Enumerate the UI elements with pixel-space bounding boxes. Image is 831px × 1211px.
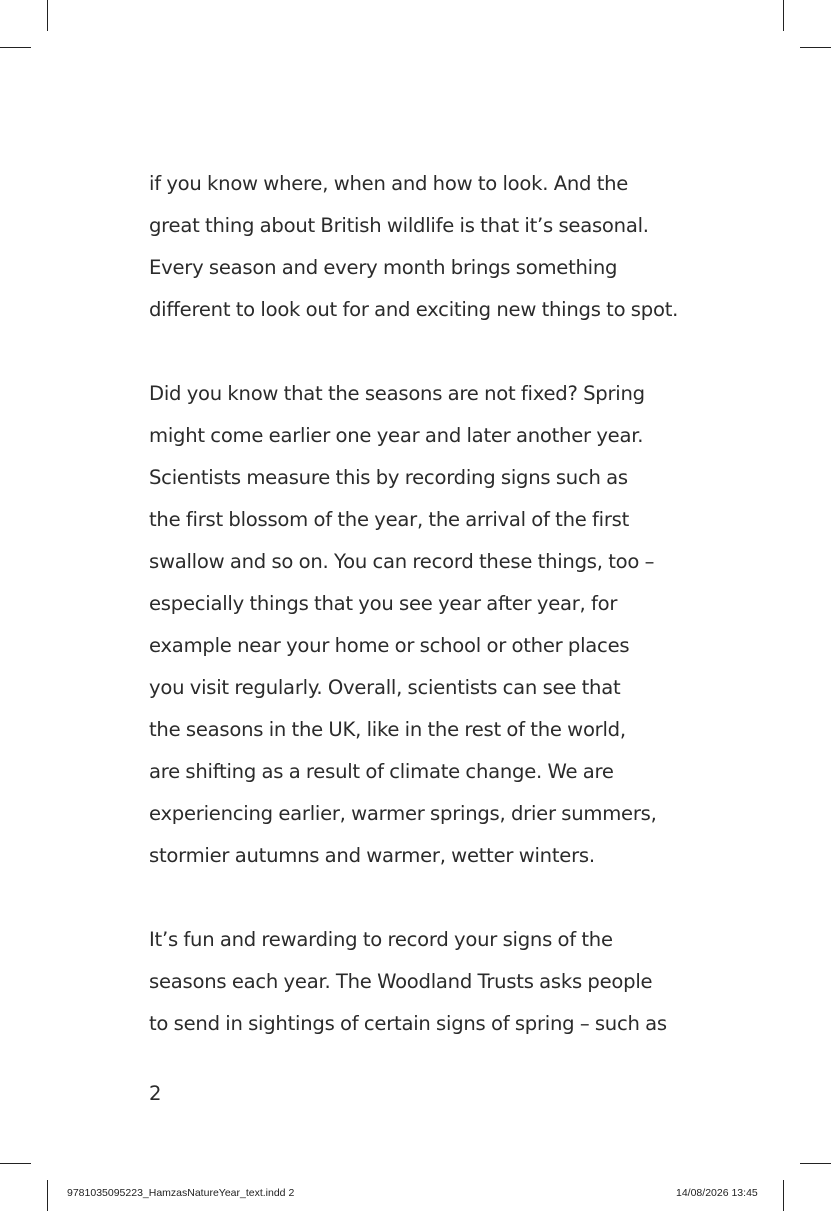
text-line: the seasons in the UK, like in the rest of the world, <box>149 718 626 741</box>
text-line: are shifting as a result of climate change. We are <box>149 760 614 783</box>
text-line: experiencing earlier, warmer springs, drier summers, <box>149 802 657 825</box>
text-line: Every season and every month brings something <box>149 256 618 279</box>
text-line: stormier autumns and warmer, wetter winters. <box>149 844 595 867</box>
text-line: It’s fun and rewarding to record your signs of the <box>149 928 613 951</box>
crop-mark-top-left-vertical <box>47 0 48 31</box>
text-line: example near your home or school or other places <box>149 634 630 657</box>
paragraph-gap <box>149 331 709 373</box>
text-line: Did you know that the seasons are not fixed? Spring <box>149 382 645 405</box>
slug-datetime: 14/08/2026 13:45 <box>676 1187 758 1199</box>
crop-mark-bottom-left-vertical <box>47 1180 48 1211</box>
text-line: to send in sightings of certain signs of spring – such as <box>149 1012 667 1035</box>
paragraph-1 <box>149 163 709 331</box>
text-line: might come earlier one year and later another year. <box>149 424 644 447</box>
crop-mark-top-left-horizontal <box>0 47 31 48</box>
crop-mark-bottom-right-vertical <box>783 1180 784 1211</box>
paragraph-2 <box>149 373 709 877</box>
text-line: seasons each year. The Woodland Trusts asks people <box>149 970 653 993</box>
body-text <box>149 163 709 1045</box>
page-number: 2 <box>149 1082 162 1105</box>
text-line: different to look out for and exciting new things to spot. <box>149 298 679 321</box>
text-line: if you know where, when and how to look. And the <box>149 172 629 195</box>
text-line: you visit regularly. Overall, scientists can see that <box>149 676 621 699</box>
crop-mark-bottom-right-horizontal <box>800 1163 831 1164</box>
paragraph-gap <box>149 877 709 919</box>
crop-mark-top-right-horizontal <box>800 47 831 48</box>
text-line: swallow and so on. You can record these things, too – <box>149 550 655 573</box>
crop-mark-top-right-vertical <box>783 0 784 31</box>
text-line: great thing about British wildlife is that it’s seasonal. <box>149 214 649 237</box>
text-line: the first blossom of the year, the arrival of the first <box>149 508 630 531</box>
text-line: Scientists measure this by recording signs such as <box>149 466 628 489</box>
crop-mark-bottom-left-horizontal <box>0 1163 31 1164</box>
text-line: especially things that you see year after year, for <box>149 592 618 615</box>
paragraph-3 <box>149 919 709 1045</box>
slug-file-info: 9781035095223_HamzasNatureYear_text.indd 2 <box>67 1187 295 1199</box>
